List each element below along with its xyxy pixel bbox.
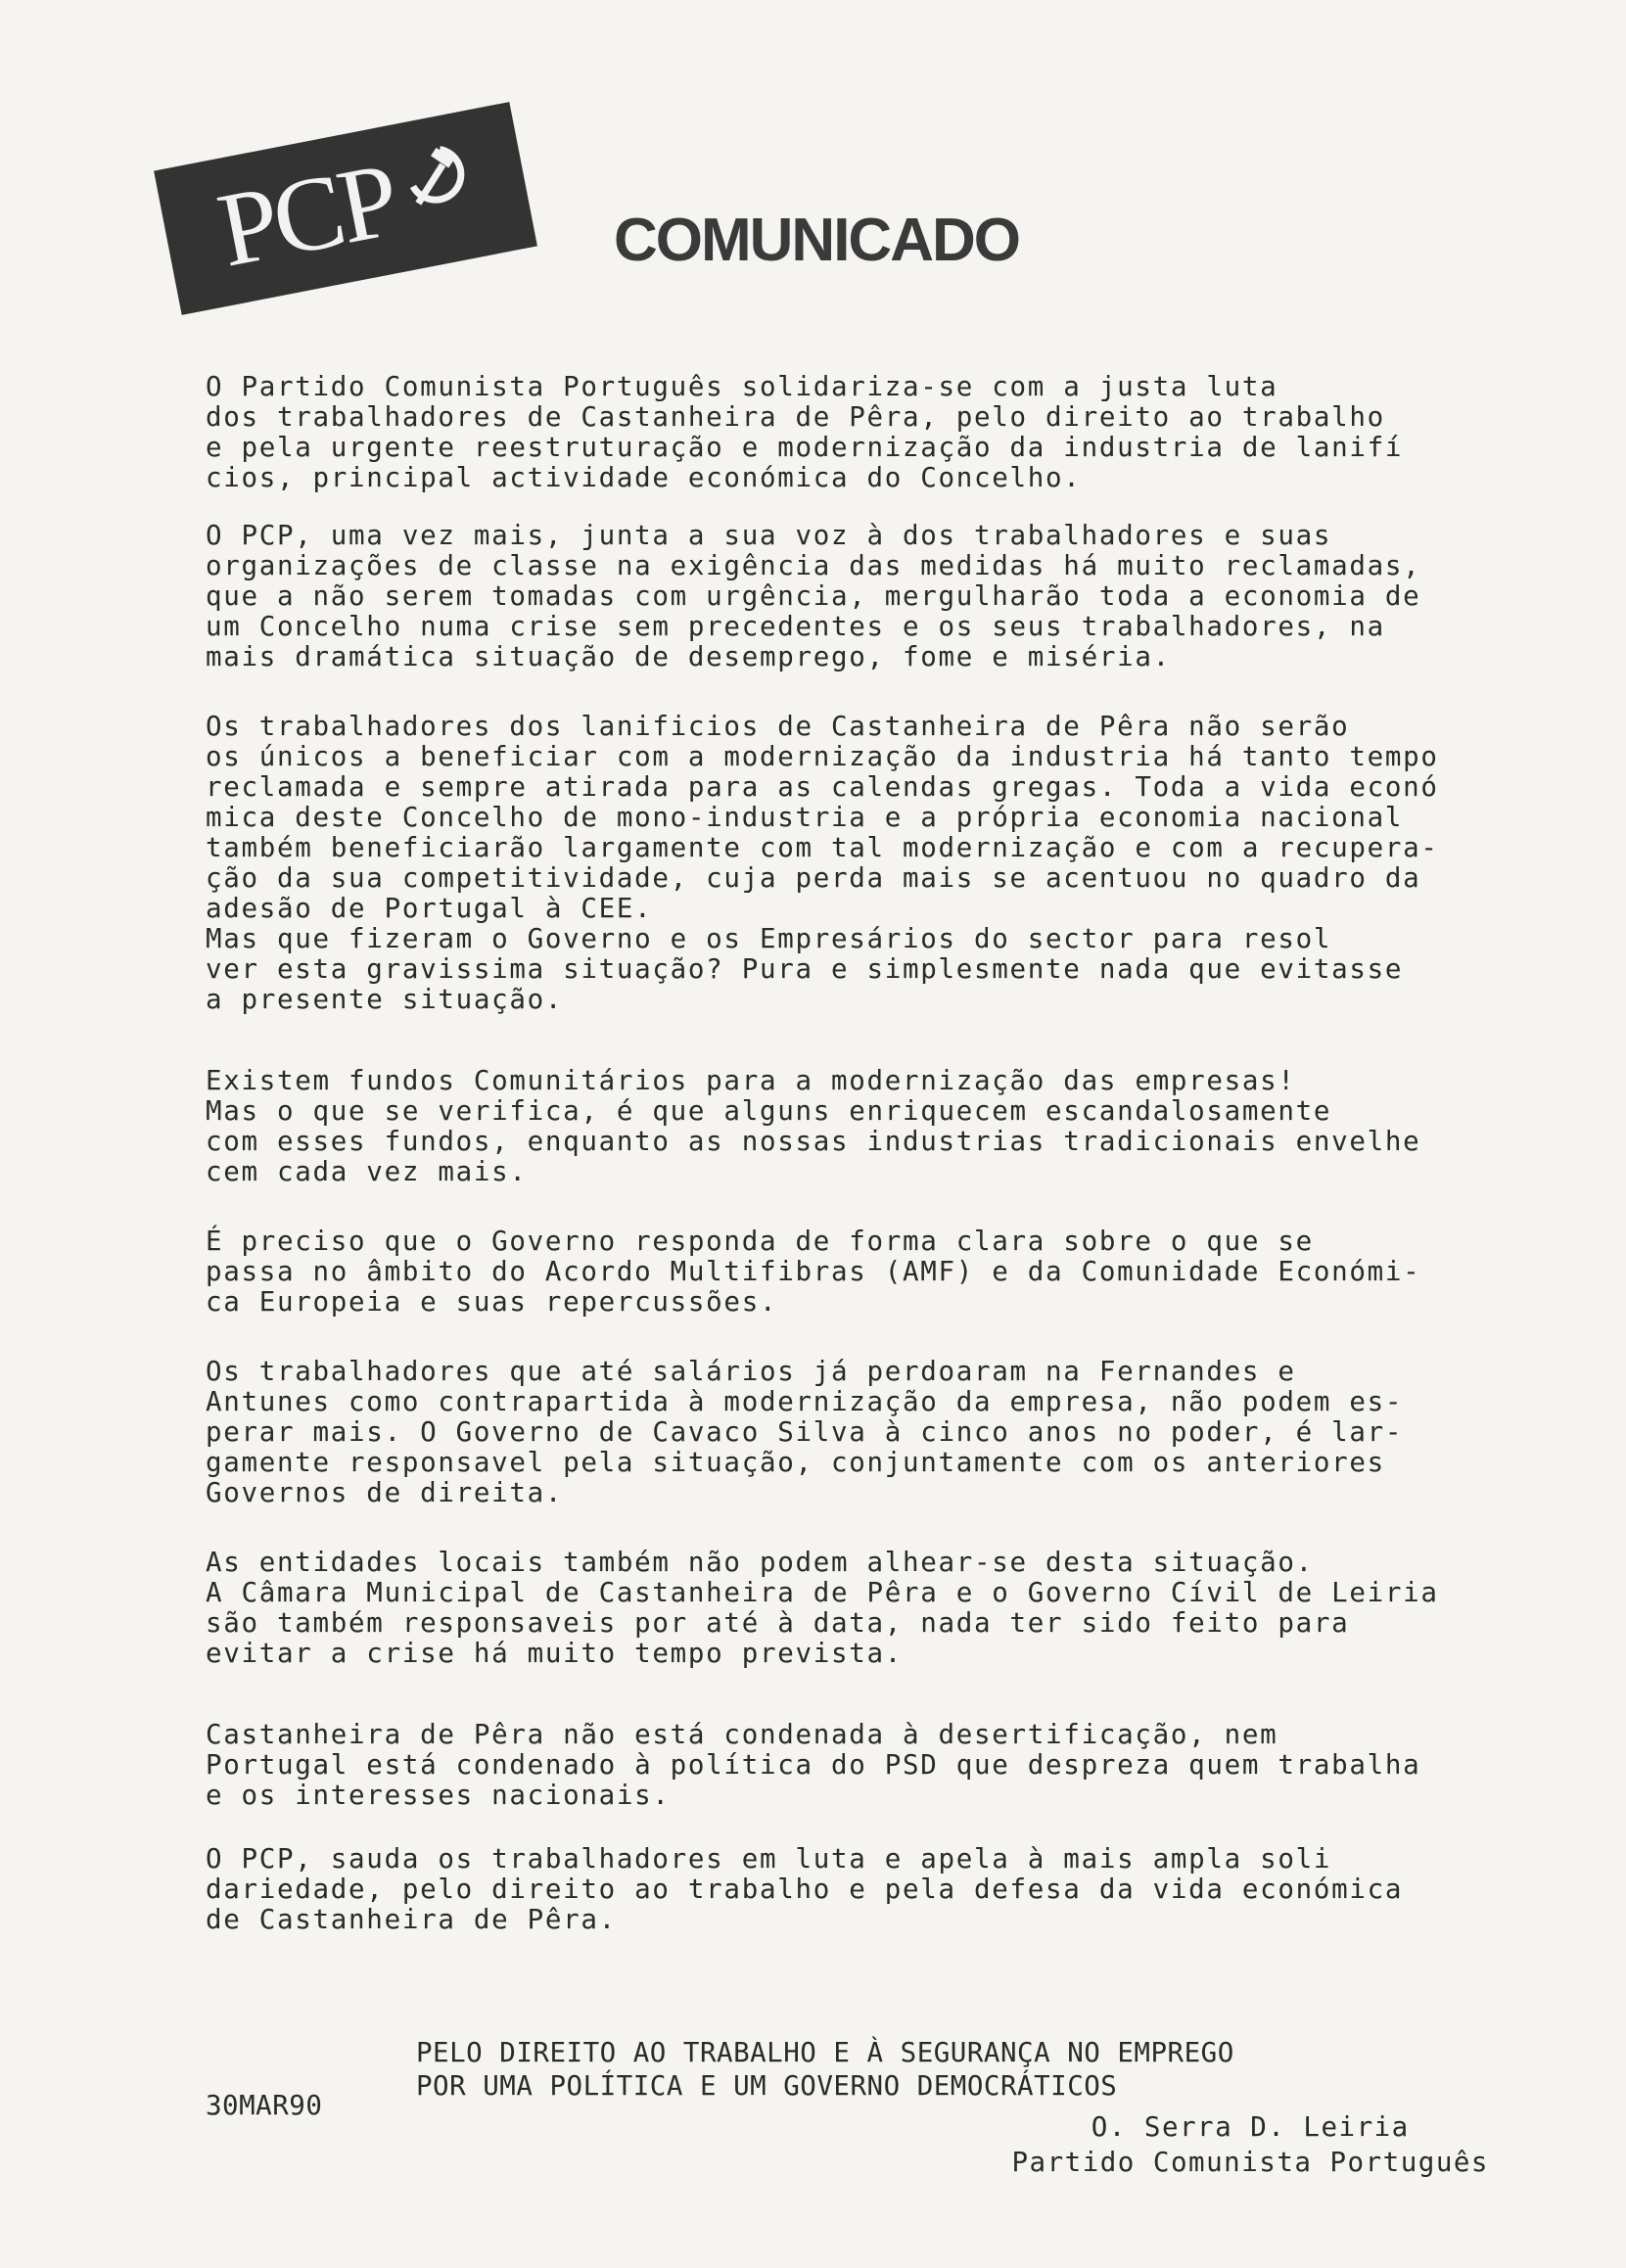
page-title: COMUNICADO (614, 207, 1019, 274)
signature-block (1011, 2109, 1489, 2180)
paragraph-9: O PCP, sauda os trabalhadores em luta e apela à mais ampla soli dariedade, pelo direito ao trabalho e pela defesa da vida económica de Castanheira de Pêra. (206, 1843, 1404, 1935)
paragraph-6: Os trabalhadores que até salários já perdoaram na Fernandes e Antunes como contrapartida à modernização da empresa, não podem es- perar mais. O Governo de Cavaco Silva à cinco anos no poder, é lar- gamente responsavel pela situação, conjuntamente com os anteriores Governos de direita. (206, 1356, 1404, 1508)
paragraph-2: O PCP, uma vez mais, junta a sua voz à dos trabalhadores e suas organizações de classe na exigência das medidas há muito reclamadas, que a não serem tomadas com urgência, mergulharão toda a economia de um Concelho numa crise sem precedentes e os seus trabalhadores, na mais dramática situação de desemprego, fome e miséria. (206, 520, 1421, 672)
document-date: 30MAR90 (206, 2090, 323, 2121)
paragraph-7: As entidades locais também não podem alhear-se desta situação. A Câmara Municipal de Castanheira de Pêra e o Governo Cívil de Leiria são também responsaveis por até à data, nada ter sido feito para evitar a crise há muito tempo prevista. (206, 1547, 1439, 1669)
hammer-sickle-icon (395, 137, 475, 217)
paragraph-8: Castanheira de Pêra não está condenada à desertificação, nem Portugal está condenado à política do PSD que despreza quem trabalha e os interesses nacionais. (206, 1719, 1421, 1811)
paragraph-3: Os trabalhadores dos lanificios de Castanheira de Pêra não serão os únicos a beneficiar com a modernização da industria há tanto tempo reclamada e sempre atirada para as calendas gregas. Toda a vida econó mica deste Concelho de mono-industria e a própria economia nacional também beneficiarão largamente com tal modernização e com a recupera- ção da sua competitividade, cuja perda mais se acentuou no quadro da adesão de Portugal à CEE. Mas que fizeram o Governo e os Empresários do sector para resol ver esta gravissima situação? Pura e simplesmente nada que evitasse a presente situação. (206, 711, 1439, 1015)
paragraph-5: É preciso que o Governo responda de forma clara sobre o que se passa no âmbito do Acordo Multifibras (AMF) e da Comunidade Económi- ca Europeia e suas repercussões. (206, 1226, 1421, 1318)
paragraph-4: Existem fundos Comunitários para a modernização das empresas! Mas o que se verifica, é que alguns enriquecem escandalosamente com esses fundos, enquanto as nossas industrias tradicionais envelhe cem cada vez mais. (206, 1065, 1421, 1187)
slogan: PELO DIREITO AO TRABALHO E À SEGURANÇA NO EMPREGO POR UMA POLÍTICA E UM GOVERNO DEMOCRÁTICOS (416, 2037, 1234, 2102)
signature-line-2: Partido Comunista Português (1011, 2147, 1489, 2178)
signature-line-1: O. Serra D. Leiria (1091, 2111, 1410, 2143)
pcp-logo (154, 102, 537, 315)
logo-text: PCP (209, 141, 405, 290)
communique-body (206, 372, 1547, 1935)
paragraph-1: O Partido Comunista Português solidariza-se com a justa luta dos trabalhadores de Castanheira de Pêra, pelo direito ao trabalho e pela urgente reestruturação e modernização da industria de lanifí cios, principal actividade económica do Concelho. (206, 371, 1404, 493)
